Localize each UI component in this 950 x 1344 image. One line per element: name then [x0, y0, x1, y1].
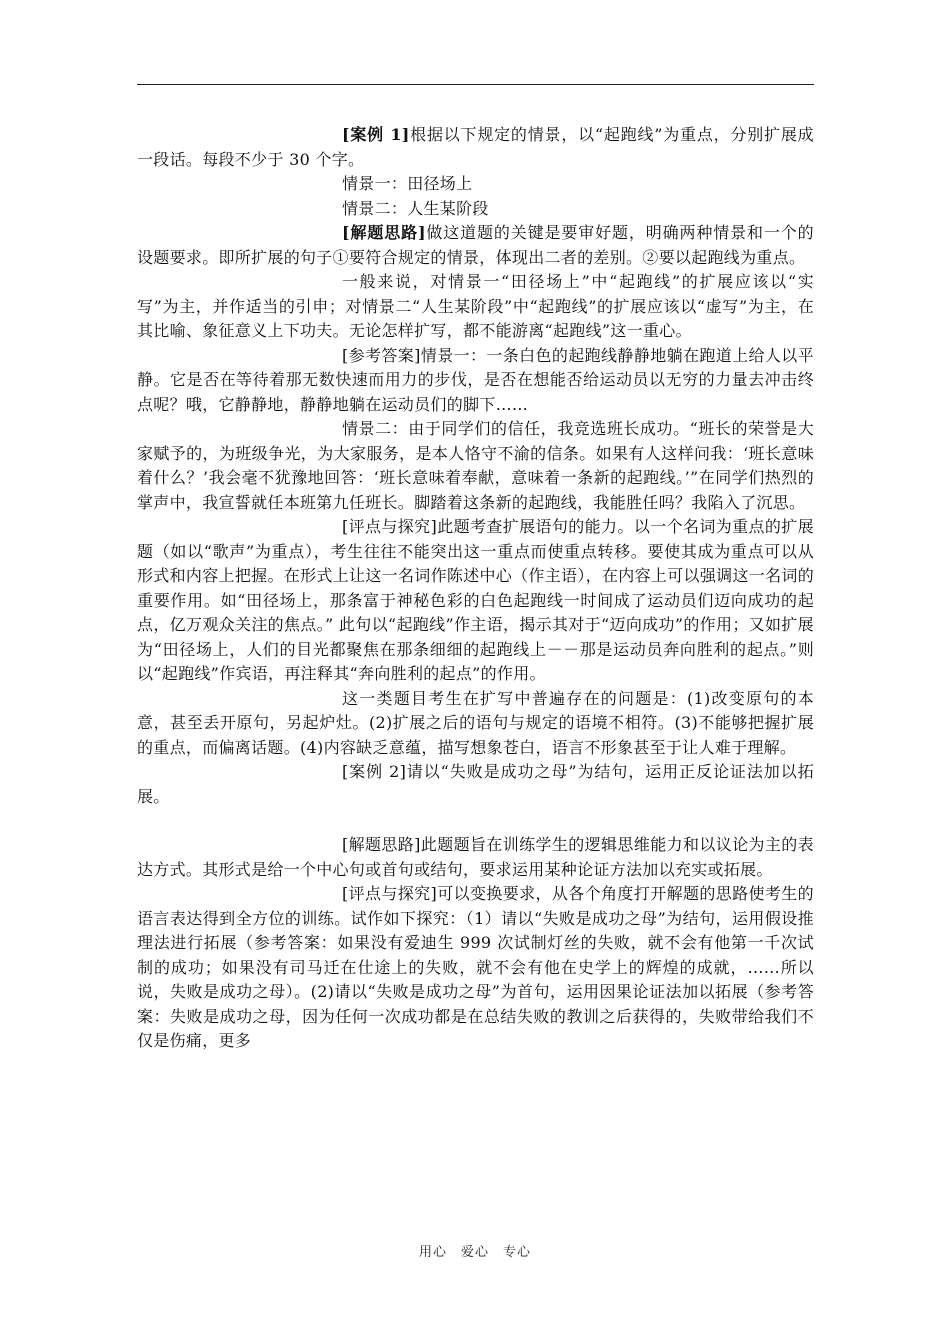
commentary-paragraph: [评点与探究]此题考查扩展语句的能力。以一个名词为重点的扩展题（如以“歌声”为重点），考生往往不能突出这一重点而使重点转移。要使其成为重点可以从形式和内容上把握。在形式上让这一名词作陈述中心（作主语），在内容上可以强调这一名词的重要作用。如“田径场上，那条富于神秘色彩的白色起跑线一时间成了运动员们迈向成功的起点，亿万观众关注的焦点。” 此句以“起跑线”作主语，揭示其对于“迈向成功”的作用；又如扩展为“田径场上，人们的目光都聚焦在那条细细的起跑线上－－那是运动员奔向胜利的起点。”则以“起跑线”作宾语，再注释其“奔向胜利的起点”的作用。 [137, 517, 814, 683]
solution-approach-paragraph [137, 221, 814, 270]
scenario-2: 情景二：人生某阶段 [342, 198, 489, 218]
solution-approach-label: [解题思路] [342, 223, 426, 242]
case-1-text: 根据以下规定的情景，以“起跑线”为重点，分别扩展成一段话。每段不少于 30 个字。 [137, 125, 814, 169]
blank-line [137, 809, 814, 833]
page-footer: 用心 爱心 专心 [418, 1245, 531, 1260]
reference-answer-1: [参考答案]情景一：一条白色的起跑线静静地躺在跑道上给人以平静。它是否在等待着那无数快速而用力的步伐，是否在想能否给运动员以无穷的力量去冲击终点呢？哦，它静静地，静静地躺在运动员们的脚下…… [137, 345, 814, 414]
general-explanation-paragraph: 一般来说，对情景一“田径场上”中“起跑线”的扩展应该以“实写”为主，并作适当的引申；对情景二“人生某阶段”中“起跑线”的扩展应该以“虚写”为主，在其比喻、象征意义上下功夫。无论怎样扩写，都不能游离“起跑线”这一重心。 [137, 272, 814, 340]
case-1-label: [案例 1] [342, 125, 410, 144]
case-2-paragraph: [案例 2]请以“失败是成功之母”为结句，运用正反论证法加以拓展。 [137, 762, 814, 806]
solution-approach-text: 做这道题的关键是要审好题，明确两种情景和一个的设题要求。即所扩展的句子①要符合规定的情景，体现出二者的差别。②要以起跑线为重点。 [137, 223, 814, 267]
reference-answer-2: 情景二：由于同学们的信任，我竞选班长成功。“班长的荣誉是大家赋予的，为班级争光，为大家服务，是本人恪守不渝的信条。如果有人这样问我：‘班长意味着什么？’我会毫不犹豫地回答：‘班长意味着奉献，意味着一条新的起跑线。’”在同学们热烈的掌声中，我宣誓就任本班第九任班长。脚踏着这条新的起跑线，我能胜任吗？我陷入了沉思。 [137, 419, 814, 512]
case-2-commentary-paragraph: [评点与探究]可以变换要求，从各个角度打开解题的思路使考生的语言表达得到全方位的训练。试作如下探究：（1）请以“失败是成功之母”为结句，运用假设推理法进行拓展（参考答案：如果没有爱迪生 999 次试制灯丝的失败，就不会有他第一千次试制的成功；如果没有司马迁在仕途上的失败，就不会有他在史学上的辉煌的成就，……所以说，失败是成功之母）。(2)请以“失败是成功之母”为首句，运用因果论证法加以拓展（参考答案：失败是成功之母，因为任何一次成功都是在总结失败的教训之后获得的，失败带给我们不仅是伤痛，更多 [137, 884, 814, 1050]
document-body [137, 123, 814, 1054]
case-1-paragraph [137, 123, 814, 172]
header-rule [137, 84, 814, 85]
common-problems-paragraph: 这一类题目考生在扩写中普遍存在的问题是：(1)改变原句的本意，甚至丢开原句，另起炉灶。(2)扩展之后的语句与规定的语境不相符。(3)不能够把握扩展的重点，而偏离话题。(4)内容缺乏意蕴，描写想象苍白，语言不形象甚至于让人难于理解。 [137, 688, 814, 757]
case-2-solution-paragraph: [解题思路]此题题旨在训练学生的逻辑思维能力和以议论为主的表达方式。其形式是给一个中心句或首句或结句，要求运用某种论证方法加以充实或拓展。 [137, 835, 814, 879]
scenario-1: 情景一：田径场上 [342, 174, 473, 193]
